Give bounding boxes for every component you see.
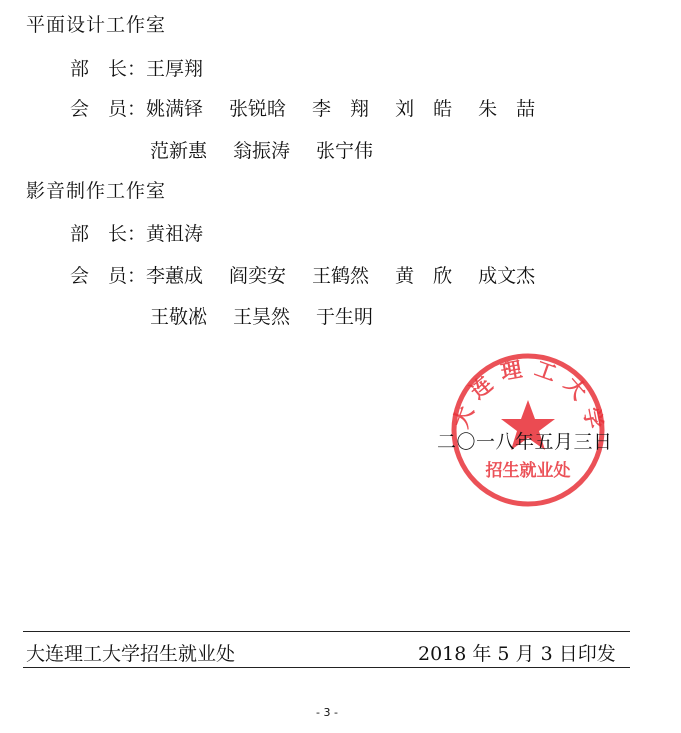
member-name: 王昊然: [233, 306, 291, 328]
members-line-2-graphic-design: [150, 136, 373, 163]
member-name: 范新惠: [150, 140, 208, 162]
member-name: 黄 欣: [395, 265, 453, 287]
member-name: 张宁伟: [316, 140, 374, 162]
head-name: 王厚翔: [146, 58, 204, 80]
members-line-1-audio-video: [70, 261, 535, 288]
page-number: - 3 -: [316, 706, 338, 719]
member-name: 阎奕安: [229, 265, 287, 287]
member-name: 李蕙成: [146, 265, 204, 287]
member-name: 王鹤然: [312, 265, 370, 287]
member-name: 姚满铎: [146, 98, 204, 120]
footer-bottom-rule: [23, 667, 630, 668]
member-list: [146, 265, 535, 287]
members-line-2-audio-video: [150, 302, 373, 329]
head-label: 部 长：: [70, 223, 147, 245]
head-label: 部 长：: [70, 58, 147, 80]
head-line-audio-video: [70, 219, 203, 246]
member-name: 翁振涛: [233, 140, 291, 162]
member-name: 张锐晗: [229, 98, 287, 120]
member-name: 李 翔: [312, 98, 370, 120]
members-label: 会 员：: [70, 265, 147, 287]
member-list: [146, 98, 535, 120]
section-title-audio-video: 影音制作工作室: [26, 180, 167, 202]
footer-org: 大连理工大学招生就业处: [26, 643, 236, 665]
seal-ring-text: 大连理工大学: [448, 355, 609, 441]
member-name: 王敬凇: [150, 306, 208, 328]
head-line-graphic-design: [70, 54, 203, 81]
footer-issued-date: 2018 年 5 月 3 日印发: [418, 643, 616, 665]
issue-date: 二〇一八年五月三日: [437, 431, 613, 453]
section-title-graphic-design: 平面设计工作室: [26, 14, 167, 36]
seal-bottom-text: 招生就业处: [485, 461, 571, 481]
member-list: [150, 306, 373, 328]
footer-top-rule: [23, 631, 630, 632]
member-name: 朱 喆: [478, 98, 536, 120]
member-name: 刘 皓: [395, 98, 453, 120]
members-label: 会 员：: [70, 98, 147, 120]
members-line-1-graphic-design: [70, 94, 535, 121]
member-list: [150, 140, 373, 162]
head-name: 黄祖涛: [146, 223, 204, 245]
member-name: 成文杰: [478, 265, 536, 287]
member-name: 于生明: [316, 306, 374, 328]
